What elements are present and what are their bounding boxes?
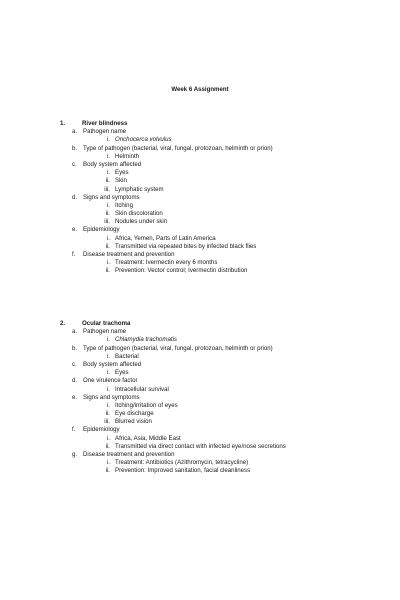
item-text: Transmitted via repeated bites by infected black flies [115,242,257,250]
subheading-label: Pathogen name [83,128,127,136]
list-item [60,235,390,243]
subheading-letter: f. [72,426,76,434]
list-item [60,418,390,426]
subheading-letter: e. [72,393,78,401]
subheading-letter: b. [72,144,78,152]
subheading-row [60,426,390,434]
list-item [60,443,390,451]
subheading-label: Epidemiology [83,226,120,234]
item-text: Prevention: Improved sanitation, facial cleanliness [115,467,251,475]
list-item [60,386,390,394]
subheading-letter: f. [72,251,76,258]
subheading-row [60,361,390,369]
subheading-letter: g. [72,451,78,458]
list-item [60,402,390,410]
subheading-label: Signs and symptoms [83,193,140,201]
list-item [60,435,390,443]
section-heading [60,320,390,328]
item-numeral: i. [106,259,110,267]
item-numeral: i. [106,136,110,144]
subheading-label: Pathogen name [83,328,127,336]
subheading-row [60,161,390,169]
item-numeral: i. [106,369,110,377]
item-numeral: i. [106,352,110,360]
subheading-letter: e. [72,226,78,234]
item-numeral: iii. [104,185,110,193]
item-numeral: ii. [105,242,110,250]
list-item [60,243,390,251]
subheading-label: Disease treatment and prevention [83,451,175,458]
item-numeral: i. [106,385,110,393]
subheading-label: Body system affected [83,360,142,368]
list-item [60,136,390,144]
section-title: Ocular trachoma [82,320,131,327]
subheading-letter: b. [72,344,78,352]
list-item [60,459,390,467]
item-text: Itching/irritation of eyes [115,401,178,409]
list-item [60,410,390,418]
subheading-row [60,194,390,202]
section-number: 1. [60,120,66,127]
subheading-letter: c. [72,360,77,368]
subheading-row [60,128,390,136]
item-numeral: i. [106,434,110,442]
item-text: Intracellular survival [115,385,169,393]
item-numeral: i. [106,169,110,177]
subheading-row [60,251,390,259]
section-title: River blindness [82,120,128,127]
subheading-letter: d. [72,193,78,201]
item-text: Lymphatic system [115,185,164,193]
list-item [60,210,390,218]
item-numeral: ii. [105,467,110,475]
item-text: Itching [115,201,133,209]
item-text: Blurred vision [115,418,152,426]
item-text: Skin discoloration [115,210,163,218]
list-item [60,369,390,377]
subheading-label: Type of pathogen (bacterial, viral, fungal, protozoan, helminth or prion) [83,344,273,352]
list-item [60,267,390,275]
list-item [60,177,390,185]
item-text: Eyes [115,369,129,377]
list-item [60,218,390,226]
subheading-letter: a. [72,128,78,136]
outline-section [60,320,390,476]
document-title: Week 6 Assignment [171,86,229,93]
subheading-letter: d. [72,377,78,385]
item-numeral: ii. [105,267,110,275]
item-text: Treatment: Antibiotics (Azithromycin, tetracycline) [115,459,249,467]
item-numeral: ii. [105,177,110,185]
section-number: 2. [60,320,66,327]
item-numeral: ii. [105,442,110,450]
item-text: Transmitted via direct contact with infected eye/nose secretions [115,442,286,450]
list-item [60,336,390,344]
item-text: Treatment: Ivermectin every 6 months [115,259,218,267]
subheading-row [60,145,390,153]
list-item [60,169,390,177]
list-item [60,153,390,161]
subheading-label: Epidemiology [83,426,120,434]
item-text: Chlamydia trachomatis [115,336,177,344]
item-text: Prevention: Vector control; Ivermectin distribution [115,267,248,275]
list-item [60,353,390,361]
item-text: Eyes [115,169,129,177]
list-item [60,259,390,267]
item-text: Helminth [115,152,140,160]
subheading-row [60,328,390,336]
item-numeral: ii. [105,210,110,218]
item-text: Bacterial [115,352,139,360]
subheading-label: Body system affected [83,160,142,168]
item-text: Onchocerca volvulus [115,136,172,144]
subheading-letter: c. [72,160,77,168]
item-numeral: iii. [104,218,110,226]
subheading-row [60,377,390,385]
item-numeral: i. [106,459,110,467]
section-heading [60,120,390,128]
item-numeral: iii. [104,418,110,426]
outline-section [60,120,390,276]
subheading-letter: a. [72,328,78,336]
list-item [60,186,390,194]
subheading-row [60,345,390,353]
subheading-row [60,226,390,234]
item-numeral: i. [106,336,110,344]
subheading-label: One virulence factor [83,377,138,385]
item-text: Africa, Yemen, Parts of Latin America [115,234,216,242]
list-item [60,202,390,210]
subheading-row [60,394,390,402]
item-text: Nodules under skin [115,218,168,226]
item-numeral: i. [106,201,110,209]
item-text: Eye discharge [115,410,154,418]
item-numeral: i. [106,401,110,409]
subheading-label: Disease treatment and prevention [83,251,175,258]
item-numeral: i. [106,152,110,160]
item-numeral: ii. [105,410,110,418]
subheading-row [60,451,390,459]
item-numeral: i. [106,234,110,242]
item-text: Skin [115,177,127,185]
item-text: Africa, Asia, Middle East [115,434,181,442]
subheading-label: Signs and symptoms [83,393,140,401]
subheading-label: Type of pathogen (bacterial, viral, fungal, protozoan, helminth or prion) [83,144,273,152]
list-item [60,467,390,475]
